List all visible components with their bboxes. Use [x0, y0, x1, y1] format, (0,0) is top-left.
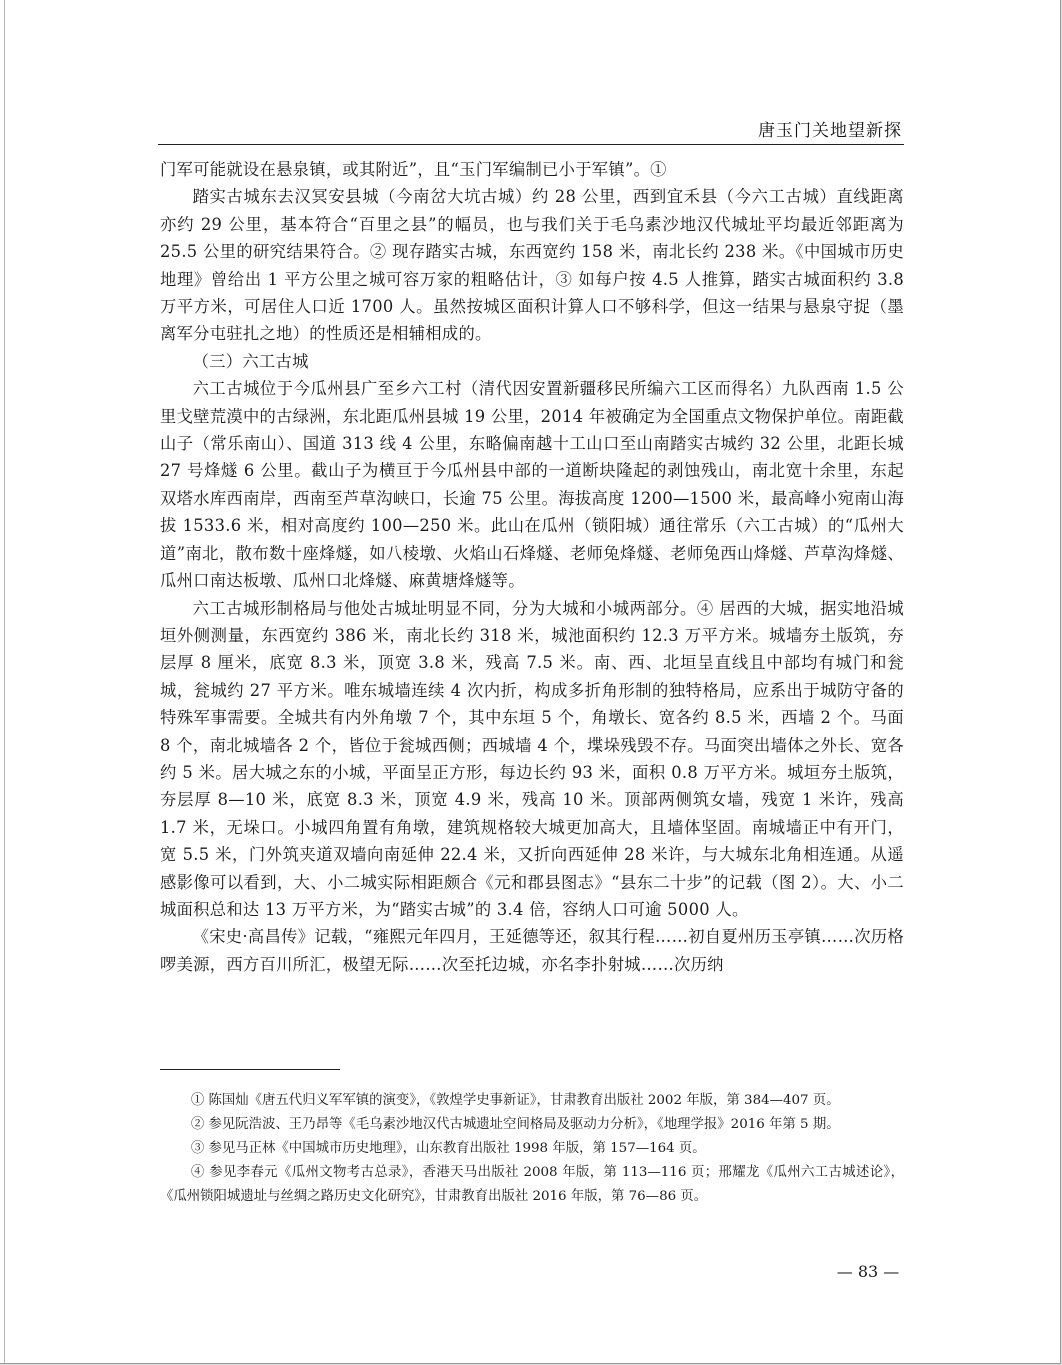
running-head-title: 唐玉门关地望新探 [758, 121, 902, 141]
paragraph-tashi-city: 踏实古城东去汉冥安县城（今南岔大坑古城）约 28 公里，西到宜禾县（今六工古城）直线距离亦约 29 公里，基本符合“百里之县”的幅员，也与我们关于毛乌素沙地汉代城址平均最近邻距离为 25.5 公里的研究结果符合。② 现存踏实古城，东西宽约 158 米，南北长约 238 米。《中国城市历史地理》曾给出 1 平方公里之城可容万家的粗略估计，③ 如每户按 4.5 人推算，踏实古城面积约 3.8 万平方米，可居住人口近 1700 人。虽然按城区面积计算人口不够科学，但这一结果与悬泉守捉（墨离军分屯驻扎之地）的性质还是相辅相成的。 [160, 187, 904, 344]
header-rule [158, 144, 904, 145]
footnote-1: ① 陈国灿《唐五代归义军军镇的演变》，《敦煌学史事新证》，甘肃教育出版社 2002 年版，第 384—407 页。 [190, 1093, 840, 1108]
paragraph-liugong-layout: 六工古城形制格局与他处古城址明显不同，分为大城和小城两部分。④ 居西的大城，据实地沿城垣外侧测量，东西宽约 386 米，南北长约 318 米，城池面积约 12.3 万平方米。城墙夯土版筑，夯层厚 8 厘米，底宽 8.3 米，顶宽 3.8 米，残高 7.5 米。南、西、北垣呈直线且中部均有城门和瓮城，瓮城约 27 平方米。唯东城墙连续 4 次内折，构成多折角形制的独特格局，应系出于城防守备的特殊军事需要。全城共有内外角墩 7 个，其中东垣 5 个，角墩长、宽各约 8.5 米，西墙 2 个。马面 8 个，南北城墙各 2 个，皆位于瓮城西侧；西城墙 4 个，堞垛残毁不存。马面突出墙体之外长、宽各约 5 米。居大城之东的小城，平面呈正方形，每边长约 93 米，面积 0.8 万平方米。城垣夯土版筑，夯层厚 8—10 米，底宽 8.3 米，顶宽 4.9 米，残高 10 米。顶部两侧筑女墙，残宽 1 米许，残高 1.7 米，无垛口。小城四角置有角墩，建筑规格较大城更加高大，且墙体坚固。南城墙正中有开门，宽 5.5 米，门外筑夹道双墙向南延伸 22.4 米，又折向西延伸 28 米许，与大城东北角相连通。从遥感影像可以看到，大、小二城实际相距颇合《元和郡县图志》“县东二十步”的记载（图 2）。大、小二城面积总和达 13 万平方米，为“踏实古城”的 3.4 倍，容纳人口可逾 5000 人。 [160, 598, 904, 919]
page-number: — 83 — [836, 1262, 900, 1281]
section-heading-liugong: （三）六工古城 [192, 351, 309, 371]
footnote-3: ③ 参见马正林《中国城市历史地理》，山东教育出版社 1998 年版，第 157—164 页。 [190, 1141, 706, 1156]
footnote-2: ② 参见阮浩波、王乃昂等《毛乌素沙地汉代古城遗址空间格局及驱动力分析》，《地理学报》2016 年第 5 期。 [190, 1117, 840, 1132]
paragraph-songshi: 《宋史·高昌传》记载，“雍熙元年四月，王延德等还，叙其行程……初自夏州历玉亭镇……次历格啰美源，西方百川所汇，极望无际……次至托边城，亦名李扑射城……次历纳 [160, 927, 904, 974]
body-text [160, 156, 904, 978]
footnotes [160, 1089, 904, 1209]
paragraph-liugong-location: 六工古城位于今瓜州县广至乡六工村（清代因安置新疆移民所编六工区而得名）九队西南 1.5 公里戈壁荒漠中的古绿洲，东北距瓜州县城 19 公里，2014 年被确定为全国重点文物保护单位。南距截山子（常乐南山）、国道 313 线 4 公里，东略偏南越十工山口至山南踏实古城约 32 公里，北距长城 27 号烽燧 6 公里。截山子为横亘于今瓜州县中部的一道断块隆起的剥蚀残山，南北宽十余里，东起双塔水库西南岸，西南至芦草沟峡口，长逾 75 公里。海拔高度 1200—1500 米，最高峰小宛南山海拔 1533.6 米，相对高度约 100—250 米。此山在瓜州（锁阳城）通往常乐（六工古城）的“瓜州大道”南北，散布数十座烽燧，如八棱墩、火焰山石烽燧、老师兔烽燧、老师兔西山烽燧、芦草沟烽燧、瓜州口南达板墩、瓜州口北烽燧、麻黄塘烽燧等。 [160, 379, 904, 591]
paragraph-continuation: 门军可能就设在悬泉镇，或其附近”，且“玉门军编制已小于军镇”。① [160, 160, 667, 179]
page-edge-line [4, 0, 5, 1363]
footnote-rule [160, 1069, 340, 1070]
footnote-4: ④ 参见李春元《瓜州文物考古总录》，香港天马出版社 2008 年版，第 113—116 页；邢耀龙《瓜州六工古城述论》，《瓜州锁阳城遗址与丝绸之路历史文化研究》，甘肃教育出版社 2016 年版，第 76—86 页。 [160, 1165, 904, 1204]
